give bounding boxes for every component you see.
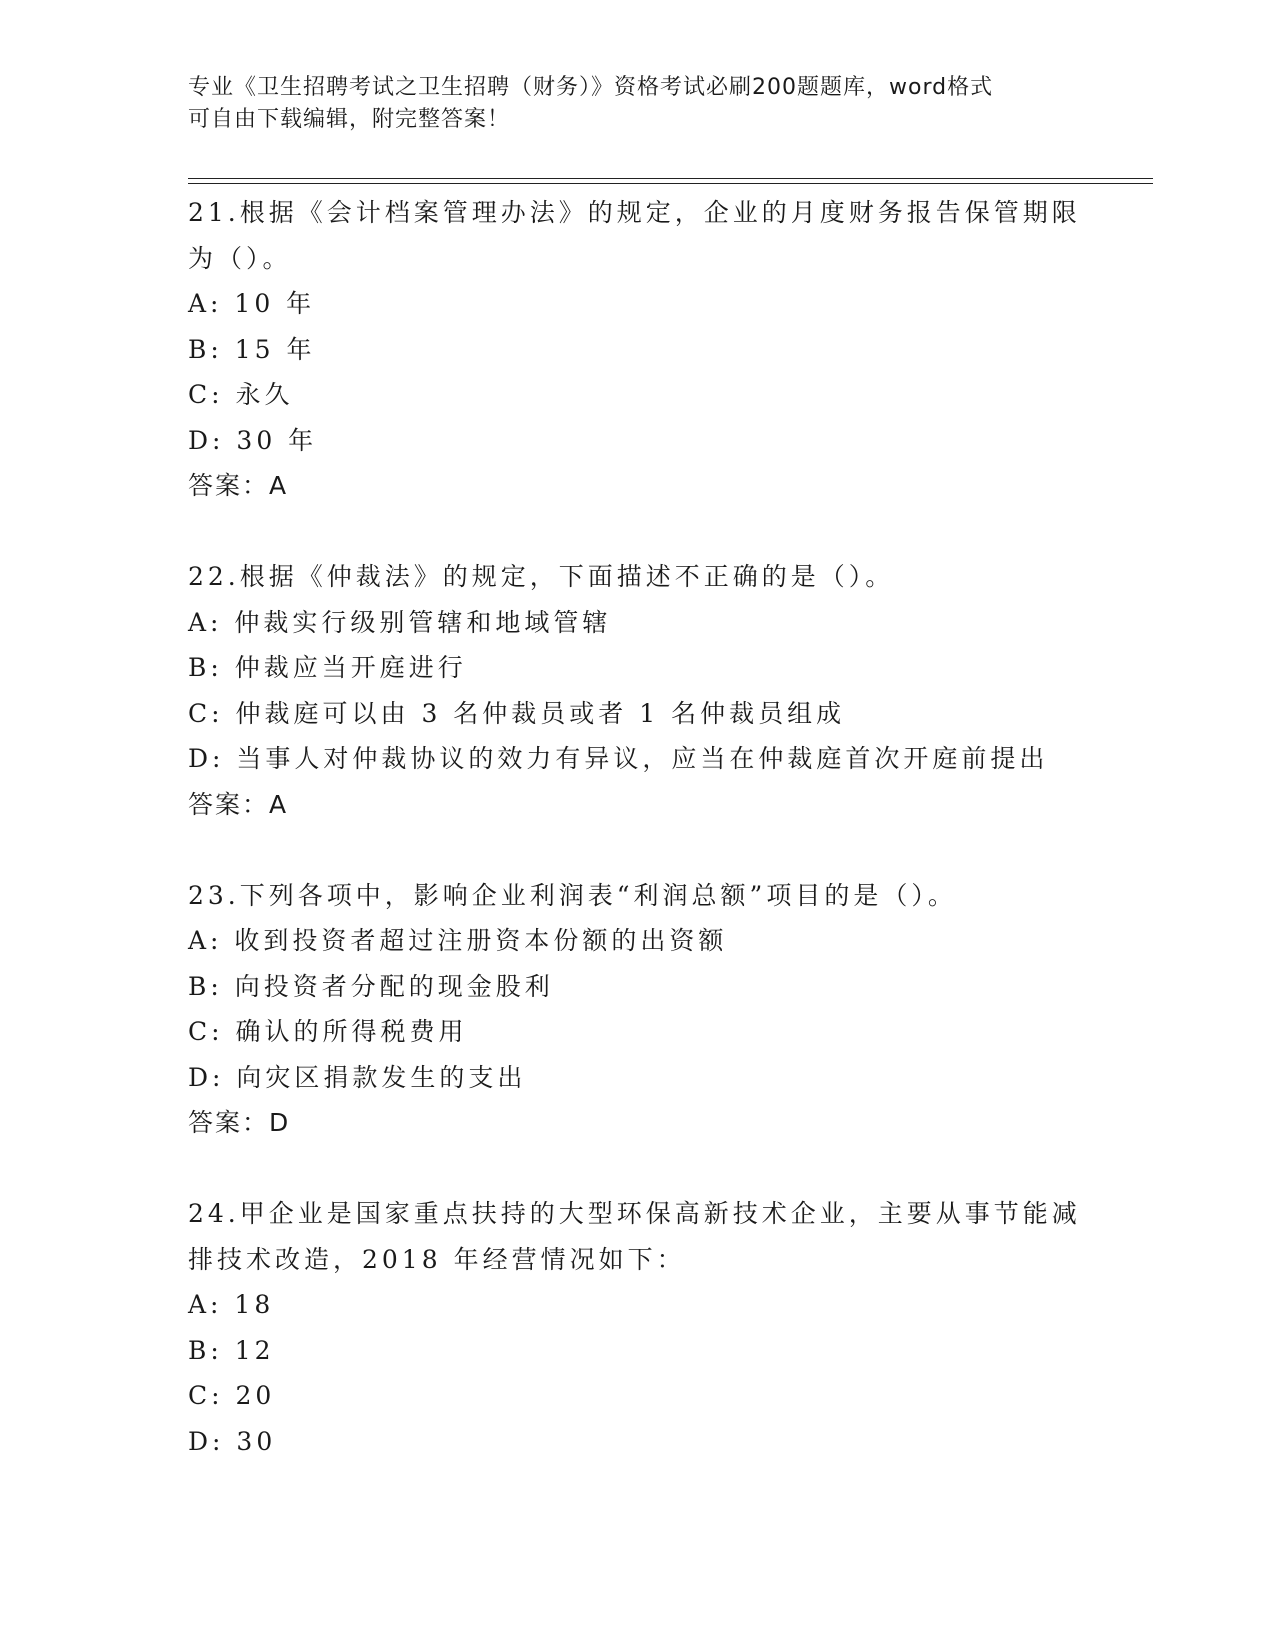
header-line-1: 专业《卫生招聘考试之卫生招聘（财务）》资格考试必刷200题题库，word格式	[188, 75, 994, 100]
question-stem	[188, 190, 1088, 281]
question-21	[188, 190, 1088, 509]
option-c: C: 永久	[188, 380, 294, 409]
stem-line: 21.根据《会计档案管理办法》的规定，企业的月度财务报告保管期限	[188, 198, 1081, 227]
option-c: C: 仲裁庭可以由 3 名仲裁员或者 1 名仲裁员组成	[188, 698, 846, 728]
option-a: A: 18	[188, 1290, 275, 1319]
header-divider-top	[188, 178, 1153, 179]
header-divider-bottom	[188, 183, 1153, 184]
option-a: A: 10 年	[188, 289, 316, 318]
option-d: D: 30	[188, 1426, 277, 1456]
question-list	[188, 190, 1088, 1464]
answer: 答案：D	[188, 1108, 291, 1137]
option-b: B: 向投资者分配的现金股利	[188, 971, 554, 1001]
option-b: B: 15 年	[188, 334, 316, 364]
option-a: A: 仲裁实行级别管辖和地域管辖	[188, 607, 612, 637]
option-a: A: 收到投资者超过注册资本份额的出资额	[188, 926, 728, 955]
question-23	[188, 873, 1088, 1146]
option-d: D: 向灾区捐款发生的支出	[188, 1062, 527, 1092]
question-24	[188, 1191, 1088, 1464]
option-b: B: 12	[188, 1335, 275, 1365]
header-line-2: 可自由下载编辑，附完整答案！	[188, 107, 511, 132]
stem-line: 为（）。	[188, 243, 292, 273]
spacer	[188, 1146, 1088, 1192]
document-header	[188, 72, 1088, 136]
option-d: D: 30 年	[188, 425, 318, 455]
stem-line: 排技术改造，2018 年经营情况如下：	[188, 1244, 686, 1274]
spacer	[188, 827, 1088, 873]
answer: 答案：A	[188, 789, 289, 819]
option-c: C: 20	[188, 1381, 276, 1410]
question-22	[188, 554, 1088, 827]
stem-line: 22.根据《仲裁法》的规定，下面描述不正确的是（）。	[188, 562, 895, 591]
option-c: C: 确认的所得税费用	[188, 1017, 468, 1046]
question-stem	[188, 873, 1088, 919]
question-stem	[188, 1191, 1088, 1282]
option-b: B: 仲裁应当开庭进行	[188, 653, 467, 682]
option-d: D: 当事人对仲裁协议的效力有异议，应当在仲裁庭首次开庭前提出	[188, 744, 1049, 773]
question-stem	[188, 554, 1088, 600]
answer: 答案：A	[188, 471, 289, 500]
spacer	[188, 509, 1088, 555]
stem-line: 23.下列各项中，影响企业利润表“利润总额”项目的是（）。	[188, 880, 957, 910]
stem-line: 24.甲企业是国家重点扶持的大型环保高新技术企业，主要从事节能减	[188, 1199, 1081, 1228]
